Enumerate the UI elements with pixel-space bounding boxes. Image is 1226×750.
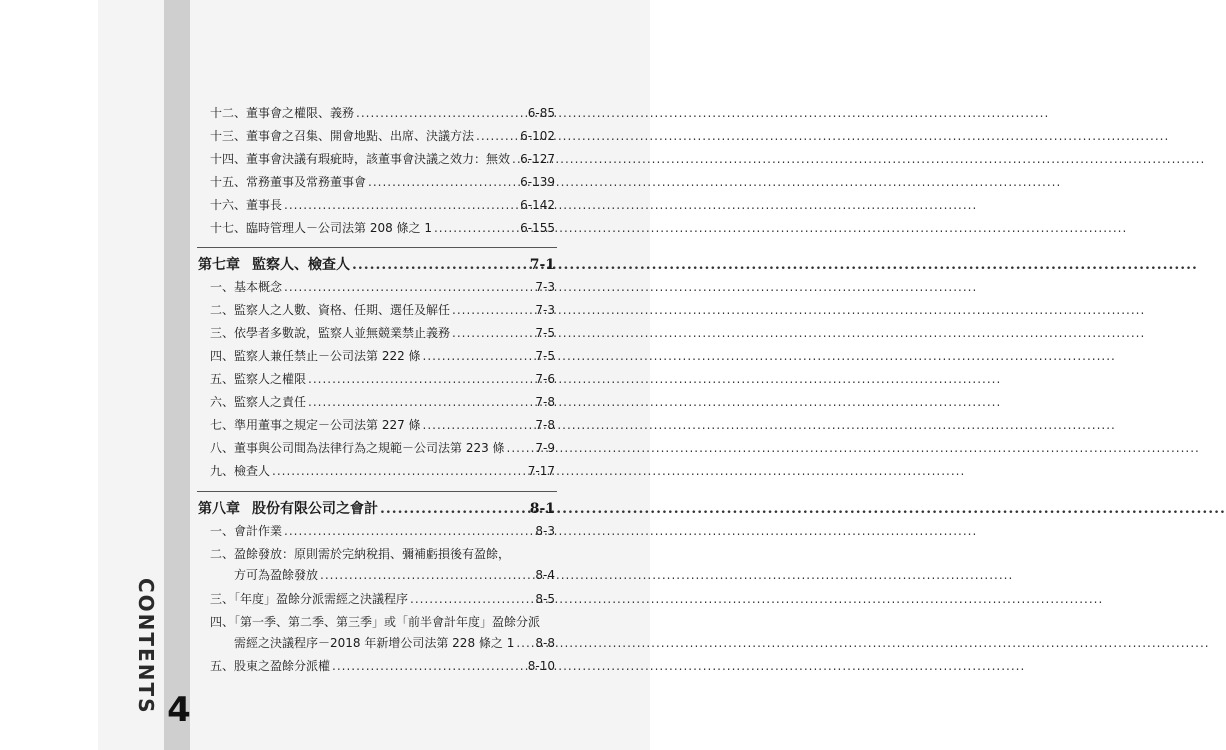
toc-entry-title: 三、「年度」盈餘分派需經之決議程序 bbox=[210, 592, 409, 606]
dot-leader bbox=[474, 127, 520, 145]
dot-leader bbox=[421, 347, 536, 365]
dot-leader bbox=[318, 566, 535, 584]
chapter-divider bbox=[197, 247, 557, 248]
chapter-number: 第七章 bbox=[198, 257, 240, 273]
toc-entry-title: 六、監察人之責任 bbox=[210, 395, 307, 409]
dot-leader bbox=[450, 301, 535, 319]
toc-entry[interactable] bbox=[210, 196, 555, 214]
toc-entry-page: 8-10 bbox=[527, 659, 555, 673]
dot-leader bbox=[282, 196, 520, 214]
toc-entry[interactable] bbox=[210, 590, 555, 608]
dot-leader bbox=[282, 278, 535, 296]
toc-entry-title-continued: 需經之決議程序－2018 年新增公司法第 228 條之 1 bbox=[234, 636, 515, 650]
toc-entry-title: 四、「第一季、第二季、第三季」或「前半會計年度」盈餘分派 bbox=[210, 615, 541, 629]
toc-chapter-8[interactable] bbox=[198, 498, 555, 520]
toc-entry-page: 6-139 bbox=[520, 175, 555, 189]
toc-entry-page: 6-85 bbox=[527, 106, 555, 120]
toc-entry[interactable] bbox=[210, 150, 555, 168]
dot-leader bbox=[350, 254, 530, 276]
toc-entry-title: 一、基本概念 bbox=[210, 280, 283, 294]
toc-entry-line1[interactable] bbox=[210, 545, 555, 563]
chapter-number: 第八章 bbox=[198, 501, 240, 517]
dot-leader bbox=[378, 498, 530, 520]
dot-leader bbox=[432, 219, 520, 237]
toc-entry-title: 十三、董事會之召集、開會地點、出席、決議方法 bbox=[210, 129, 475, 143]
toc-entry-title: 二、監察人之人數、資格、任期、選任及解任 bbox=[210, 303, 451, 317]
toc-entry[interactable] bbox=[210, 278, 555, 296]
toc-entry[interactable] bbox=[210, 347, 555, 365]
dot-leader bbox=[510, 150, 520, 168]
toc-entry[interactable] bbox=[210, 127, 555, 145]
dot-leader bbox=[408, 590, 535, 608]
dot-leader bbox=[270, 462, 528, 480]
toc-entry-title-continued: 方可為盈餘發放 bbox=[234, 568, 319, 582]
toc-entry[interactable] bbox=[210, 370, 555, 388]
dot-leader bbox=[354, 104, 528, 122]
chapter-page: 8-1 bbox=[529, 501, 555, 517]
toc-entry-title: 八、董事與公司間為法律行為之規範－公司法第 223 條 bbox=[210, 441, 505, 455]
toc-entry-line2[interactable] bbox=[234, 566, 555, 584]
toc-entry-page: 7-5 bbox=[535, 326, 555, 340]
toc-entry[interactable] bbox=[210, 657, 555, 675]
toc-entry-title: 五、監察人之權限 bbox=[210, 372, 307, 386]
toc-entry-title: 四、監察人兼任禁止－公司法第 222 條 bbox=[210, 349, 421, 363]
toc-entry-page: 8-4 bbox=[535, 568, 555, 582]
chapter-title: 監察人、檢查人 bbox=[252, 257, 350, 273]
toc-entry-title: 十四、董事會決議有瑕疵時，該董事會決議之效力：無效 bbox=[210, 152, 511, 166]
dot-leader bbox=[282, 522, 535, 540]
toc-entry-page: 7-17 bbox=[527, 464, 555, 478]
toc-entry-page: 6-155 bbox=[520, 221, 555, 235]
toc-entry-title: 七、準用董事之規定－公司法第 227 條 bbox=[210, 418, 421, 432]
dot-leader bbox=[505, 439, 536, 457]
toc-entry-page: 7-9 bbox=[535, 441, 555, 455]
page-number: 4 bbox=[167, 690, 191, 730]
toc-entry[interactable] bbox=[210, 462, 555, 480]
toc-entry-title: 三、依學者多數說，監察人並無競業禁止義務 bbox=[210, 326, 451, 340]
sidebar-band bbox=[164, 0, 190, 750]
toc-entry-title: 五、股東之盈餘分派權 bbox=[210, 659, 331, 673]
toc-entry-title: 十六、董事長 bbox=[210, 198, 283, 212]
toc-entry[interactable] bbox=[210, 439, 555, 457]
toc-entry-page: 8-3 bbox=[535, 524, 555, 538]
toc-entry[interactable] bbox=[210, 104, 555, 122]
chapter-page: 7-1 bbox=[529, 257, 555, 273]
toc-entry[interactable] bbox=[210, 173, 555, 191]
toc-entry-line1[interactable] bbox=[210, 613, 555, 631]
toc-entry-title: 九、檢查人 bbox=[210, 464, 271, 478]
toc-entry-title: 十五、常務董事及常務董事會 bbox=[210, 175, 367, 189]
toc-entry-page: 8-8 bbox=[535, 636, 555, 650]
toc-entry[interactable] bbox=[210, 219, 555, 237]
toc-entry-page: 7-3 bbox=[535, 303, 555, 317]
dot-leader bbox=[306, 370, 535, 388]
toc-entry-page: 8-5 bbox=[535, 592, 555, 606]
toc-chapter-7[interactable] bbox=[198, 254, 555, 276]
toc-entry[interactable] bbox=[210, 522, 555, 540]
dot-leader bbox=[306, 393, 535, 411]
toc-entry-page: 6-102 bbox=[520, 129, 555, 143]
toc-entry-line2[interactable] bbox=[234, 634, 555, 652]
toc-entry[interactable] bbox=[210, 301, 555, 319]
toc-entry-page: 6-142 bbox=[520, 198, 555, 212]
toc-entry[interactable] bbox=[210, 416, 555, 434]
dot-leader bbox=[330, 657, 528, 675]
chapter-divider bbox=[197, 491, 557, 492]
dot-leader bbox=[450, 324, 535, 342]
toc-entry-title: 十七、臨時管理人－公司法第 208 條之 1 bbox=[210, 221, 432, 235]
dot-leader bbox=[514, 634, 535, 652]
dot-leader bbox=[421, 416, 536, 434]
toc-entry-title: 一、會計作業 bbox=[210, 524, 283, 538]
toc-entry-page: 7-6 bbox=[535, 372, 555, 386]
toc-entry-page: 6-127 bbox=[520, 152, 555, 166]
toc-entry-page: 7-8 bbox=[535, 395, 555, 409]
toc-entry[interactable] bbox=[210, 393, 555, 411]
toc-entry-title: 二、盈餘發放：原則需於完納稅捐、彌補虧損後有盈餘， bbox=[210, 547, 511, 561]
dot-leader bbox=[366, 173, 520, 191]
contents-side-label: CONTENTS bbox=[134, 578, 158, 715]
toc-entry-title: 十二、董事會之權限、義務 bbox=[210, 106, 355, 120]
toc-entry[interactable] bbox=[210, 324, 555, 342]
chapter-title: 股份有限公司之會計 bbox=[252, 501, 378, 517]
toc-entry-page: 7-8 bbox=[535, 418, 555, 432]
toc-entry-page: 7-5 bbox=[535, 349, 555, 363]
toc-entry-page: 7-3 bbox=[535, 280, 555, 294]
